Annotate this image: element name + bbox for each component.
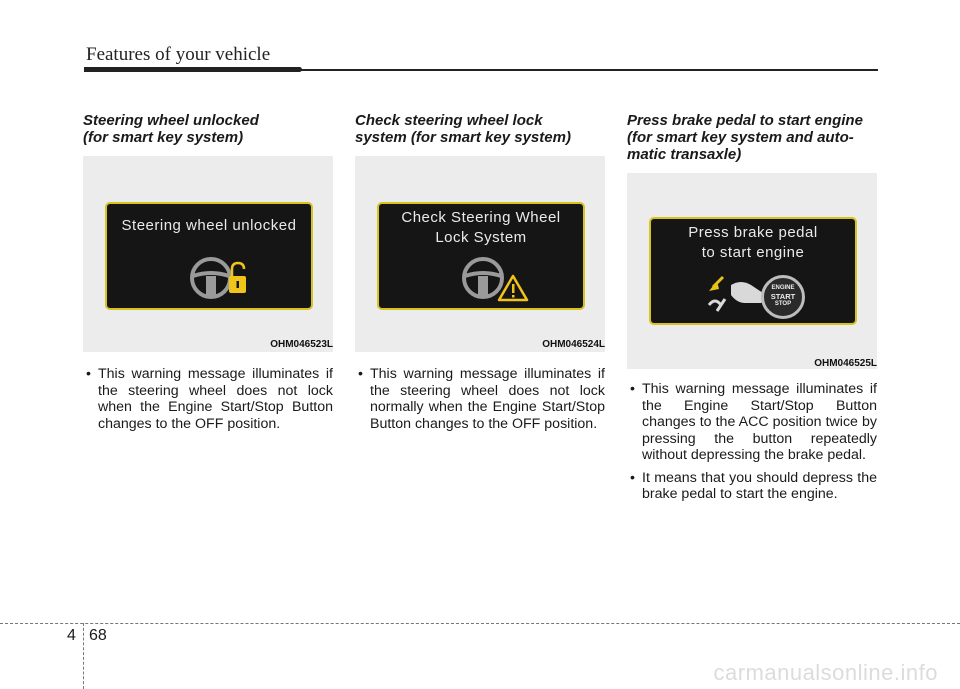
watermark: carmanualsonline.info <box>713 660 938 685</box>
engine-start-stop-button-icon: ENGINE START STOP <box>761 275 805 319</box>
figure-code: OHM046523L <box>270 339 333 350</box>
page-number: 68 <box>89 627 107 644</box>
section-check-steering-lock <box>355 112 605 438</box>
screen-text-line-1: Press brake pedal <box>688 224 818 241</box>
steering-wheel-warning-icon <box>455 254 531 304</box>
list-item: • This warning message illuminates if the Engine Start/Stop Button changes to the ACC position twice by pressing the button repeatedly without depressing the brake pedal. <box>627 381 877 464</box>
footer-rule <box>0 623 960 624</box>
cluster-screen <box>649 217 857 325</box>
section-press-brake-pedal <box>627 112 877 509</box>
list-item: • This warning message illuminates if the steering wheel does not lock normally when the Engine Start/Stop Button changes to the OFF position. <box>355 366 605 432</box>
header-rule <box>300 69 878 71</box>
bullet-list <box>627 381 877 503</box>
footer-divider <box>83 623 84 689</box>
screen-text-line-2: to start engine <box>701 244 805 261</box>
figure-panel <box>83 156 333 352</box>
screen-text-line-2: Lock System <box>435 229 527 246</box>
list-item: • This warning message illuminates if the steering wheel does not lock when the Engine Start/Stop Button changes to the OFF position. <box>83 366 333 432</box>
figure-code: OHM046525L <box>814 358 877 369</box>
screen-text-line-1: Check Steering Wheel <box>401 209 561 226</box>
bullet-list <box>83 366 333 432</box>
header-bar <box>84 67 302 72</box>
header-title: Features of your vehicle <box>86 44 271 65</box>
list-item: • It means that you should depress the brake pedal to start the engine. <box>627 470 877 503</box>
steering-wheel-unlocked-icon <box>183 254 253 304</box>
section-heading: Press brake pedal to start engine (for smart key system and auto- matic transaxle) <box>627 112 863 163</box>
cluster-screen <box>377 202 585 310</box>
figure-panel <box>355 156 605 352</box>
bullet-list <box>355 366 605 432</box>
section-heading: Steering wheel unlocked (for smart key system) <box>83 112 259 146</box>
figure-panel <box>627 173 877 369</box>
page-chapter: 4 <box>67 627 76 644</box>
section-heading: Check steering wheel lock system (for smart key system) <box>355 112 571 146</box>
screen-text: Steering wheel unlocked <box>121 217 297 234</box>
cluster-screen <box>105 202 313 310</box>
section-steering-unlocked <box>83 112 333 438</box>
figure-code: OHM046524L <box>542 339 605 350</box>
